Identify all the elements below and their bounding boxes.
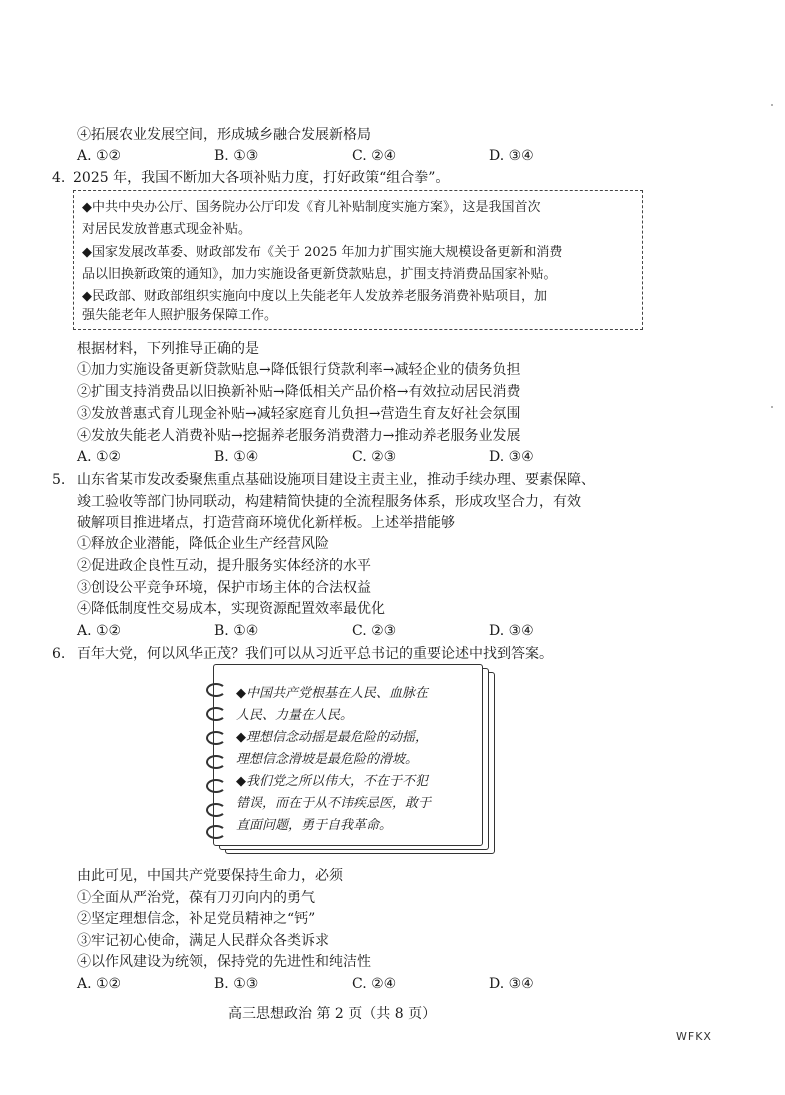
option-c[interactable]: C. ②③ (352, 623, 397, 639)
question-6-number: 6. (52, 646, 66, 662)
question-5-stem-line: 竣工验收等部门协同联动，构建精简快捷的全流程服务体系，形成攻坚合力，有效 (77, 494, 581, 510)
q6-item-1: ①全面从严治党，葆有刀刃向内的勇气 (77, 890, 315, 906)
box-line: 对居民发放普惠式现金补贴。 (82, 222, 252, 237)
spiral-ring-icon (206, 731, 226, 745)
q4-options (77, 448, 637, 466)
notebook-front-page (213, 664, 483, 846)
question-6-stem: 百年大党，何以风华正茂？我们可以从习近平总书记的重要论述中找到答案。 (77, 646, 553, 662)
question-4-number: 4. (52, 170, 66, 186)
q4-item-4: ④发放失能老人消费补贴→挖掘养老服务消费潜力→推动养老服务业发展 (77, 428, 521, 444)
option-a[interactable]: A. ①② (77, 623, 122, 639)
q5-item-1: ①释放企业潜能，降低企业生产经营风险 (77, 536, 329, 552)
q3-item-4: ④拓展农业发展空间，形成城乡融合发展新格局 (77, 127, 371, 143)
spiral-ring-icon (206, 825, 226, 839)
q6-item-3: ③牢记初心使命，满足人民群众各类诉求 (77, 933, 329, 949)
notebook-line: 人民、力量在人民。 (236, 708, 354, 723)
scan-speck (771, 104, 773, 106)
spiral-ring-icon (206, 683, 226, 697)
option-d[interactable]: D. ③④ (489, 976, 534, 992)
notebook-line: 理想信念滑坡是最危险的滑坡。 (236, 752, 419, 767)
spiral-ring-icon (206, 779, 226, 793)
box-line: ◆民政部、财政部组织实施向中度以上失能老年人发放养老服务消费补贴项目，加 (82, 289, 547, 304)
q5-item-4: ④降低制度性交易成本，实现资源配置效率最优化 (77, 601, 385, 617)
q3-options (77, 147, 637, 165)
option-a[interactable]: A. ①② (77, 449, 122, 465)
q4-question: 根据材料，下列推导正确的是 (77, 341, 259, 357)
q5-item-3: ③创设公平竞争环境，保护市场主体的合法权益 (77, 580, 371, 596)
notebook-line: 直面问题，勇于自我革命。 (236, 818, 393, 833)
option-b[interactable]: B. ①④ (214, 623, 259, 639)
box-line: 强失能老年人照护服务保障工作。 (82, 308, 278, 323)
q5-options (77, 622, 637, 640)
page-code: WFKX (676, 1030, 712, 1043)
q4-item-2: ②扩围支持消费品以旧换新补贴→降低相关产品价格→有效拉动居民消费 (77, 384, 521, 400)
option-a[interactable]: A. ①② (77, 976, 122, 992)
q5-item-2: ②促进政企良性互动，提升服务实体经济的水平 (77, 558, 371, 574)
scan-speck (771, 406, 773, 408)
page-footer: 高三思想政治 第 2 页（共 8 页） (228, 1006, 437, 1022)
option-d[interactable]: D. ③④ (489, 623, 534, 639)
q6-item-4: ④以作风建设为统领，保持党的先进性和纯洁性 (77, 954, 371, 970)
q4-material-box (73, 190, 643, 330)
q6-item-2: ②坚定理想信念，补足党员精神之“钙” (77, 911, 316, 927)
notebook-line: ◆我们党之所以伟大，不在于不犯 (236, 774, 428, 789)
option-b[interactable]: B. ①③ (214, 148, 259, 164)
box-line: ◆国家发展改革委、财政部发布《关于 2025 年加力扩围实施大规模设备更新和消费 (82, 245, 563, 260)
question-5-stem-line: 山东省某市发改委聚焦重点基础设施项目建设主责主业，推动手续办理、要素保障、 (77, 472, 595, 488)
option-a[interactable]: A. ①② (77, 148, 122, 164)
box-line: 品以旧换新政策的通知》，加力实施设备更新贷款贴息，扩围支持消费品国家补贴。 (82, 267, 557, 282)
notebook-line: ◆理想信念动摇是最危险的动摇， (236, 730, 428, 745)
box-line: ◆中共中央办公厅、国务院办公厅印发《育儿补贴制度实施方案》，这是我国首次 (82, 200, 541, 215)
q4-item-3: ③发放普惠式育儿现金补贴→减轻家庭育儿负担→营造生育友好社会氛围 (77, 406, 521, 422)
notebook-figure (213, 664, 483, 848)
spiral-ring-icon (206, 707, 226, 721)
q6-options (77, 975, 637, 993)
q6-question: 由此可见，中国共产党要保持生命力，必须 (77, 868, 343, 884)
spiral-ring-icon (206, 803, 226, 817)
option-b[interactable]: B. ①④ (214, 449, 259, 465)
option-c[interactable]: C. ②④ (352, 976, 397, 992)
notebook-line: 错误，而在于从不讳疾忌医，敢于 (236, 796, 432, 811)
option-d[interactable]: D. ③④ (489, 449, 534, 465)
option-c[interactable]: C. ②③ (352, 449, 397, 465)
option-d[interactable]: D. ③④ (489, 148, 534, 164)
q4-item-1: ①加力实施设备更新贷款贴息→降低银行贷款利率→减轻企业的债务负担 (77, 362, 521, 378)
option-b[interactable]: B. ①③ (214, 976, 259, 992)
notebook-line: ◆中国共产党根基在人民、血脉在 (236, 686, 428, 701)
spiral-ring-icon (206, 755, 226, 769)
question-5-number: 5. (52, 472, 66, 488)
question-4-stem: 2025 年，我国不断加大各项补贴力度，打好政策“组合拳”。 (73, 170, 450, 186)
question-5-stem-line: 破解项目推进堵点，打造营商环境优化新样板。上述举措能够 (77, 515, 455, 531)
option-c[interactable]: C. ②④ (352, 148, 397, 164)
